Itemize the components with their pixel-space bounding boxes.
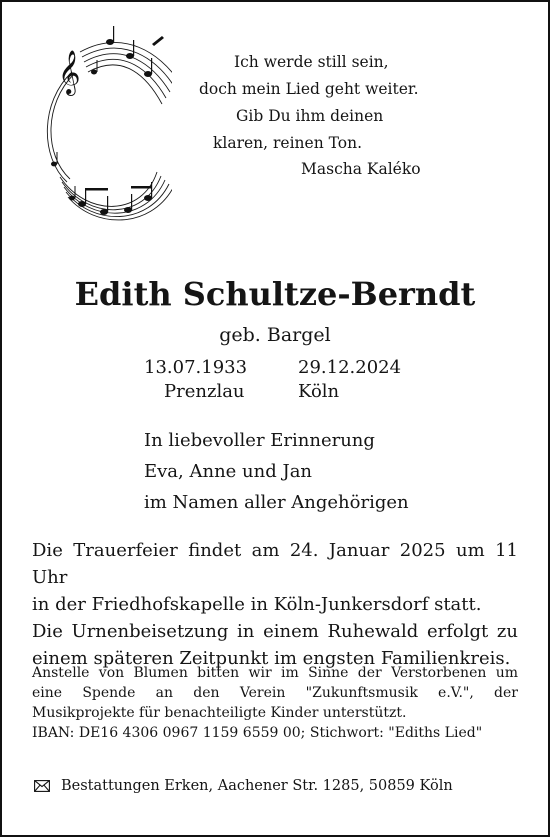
donation-line-3: Musikprojekte für benachteiligte Kinder unterstützt. (32, 705, 407, 721)
funeral-paragraph (32, 537, 518, 672)
deceased-name: Edith Schultze-Berndt (74, 275, 476, 313)
remembrance-line-2: Eva, Anne und Jan (144, 461, 313, 482)
funeral-line-1: Die Trauerfeier findet am 24. Januar 2025 um 11 Uhr (32, 540, 518, 588)
donation-line-2: eine Spende an den Verein "Zukunftsmusik e.V.", der (32, 685, 518, 701)
funeral-line-3: Die Urnenbeisetzung in einem Ruhewald erfolgt zu (32, 621, 518, 642)
birth-date: 13.07.1933 (144, 357, 248, 378)
birth-place: Prenzlau (164, 381, 245, 402)
donation-paragraph (32, 663, 518, 743)
death-place: Köln (298, 381, 340, 402)
remembrance-line-3: im Namen aller Angehörigen (144, 492, 409, 513)
envelope-icon (34, 780, 50, 792)
quote-author: Mascha Kaléko (301, 160, 421, 178)
quote-line-1: Ich werde still sein, (234, 53, 389, 71)
death-date: 29.12.2024 (298, 357, 402, 378)
funeral-line-2: in der Friedhofskapelle in Köln-Junkersdorf statt. (32, 594, 482, 615)
birth-name: geb. Bargel (219, 324, 331, 346)
undertaker-text: Bestattungen Erken, Aachener Str. 1285, 50859 Köln (61, 778, 453, 794)
donation-line-4: IBAN: DE16 4306 0967 1159 6559 00; Stichwort: "Ediths Lied" (32, 725, 483, 741)
funeral-line-4: einem späteren Zeitpunkt im engsten Familienkreis. (32, 648, 511, 669)
svg-text:𝄞: 𝄞 (58, 50, 81, 94)
music-notes-ring-graphic (32, 22, 172, 222)
donation-line-1: Anstelle von Blumen bitten wir im Sinne der Verstorbenen um (32, 665, 518, 681)
quote-line-4: klaren, reinen Ton. (213, 134, 362, 152)
quote-line-3: Gib Du ihm deinen (236, 107, 384, 125)
remembrance-line-1: In liebevoller Erinnerung (144, 430, 375, 451)
undertaker-info (34, 778, 453, 794)
quote-line-2: doch mein Lied geht weiter. (199, 80, 419, 98)
